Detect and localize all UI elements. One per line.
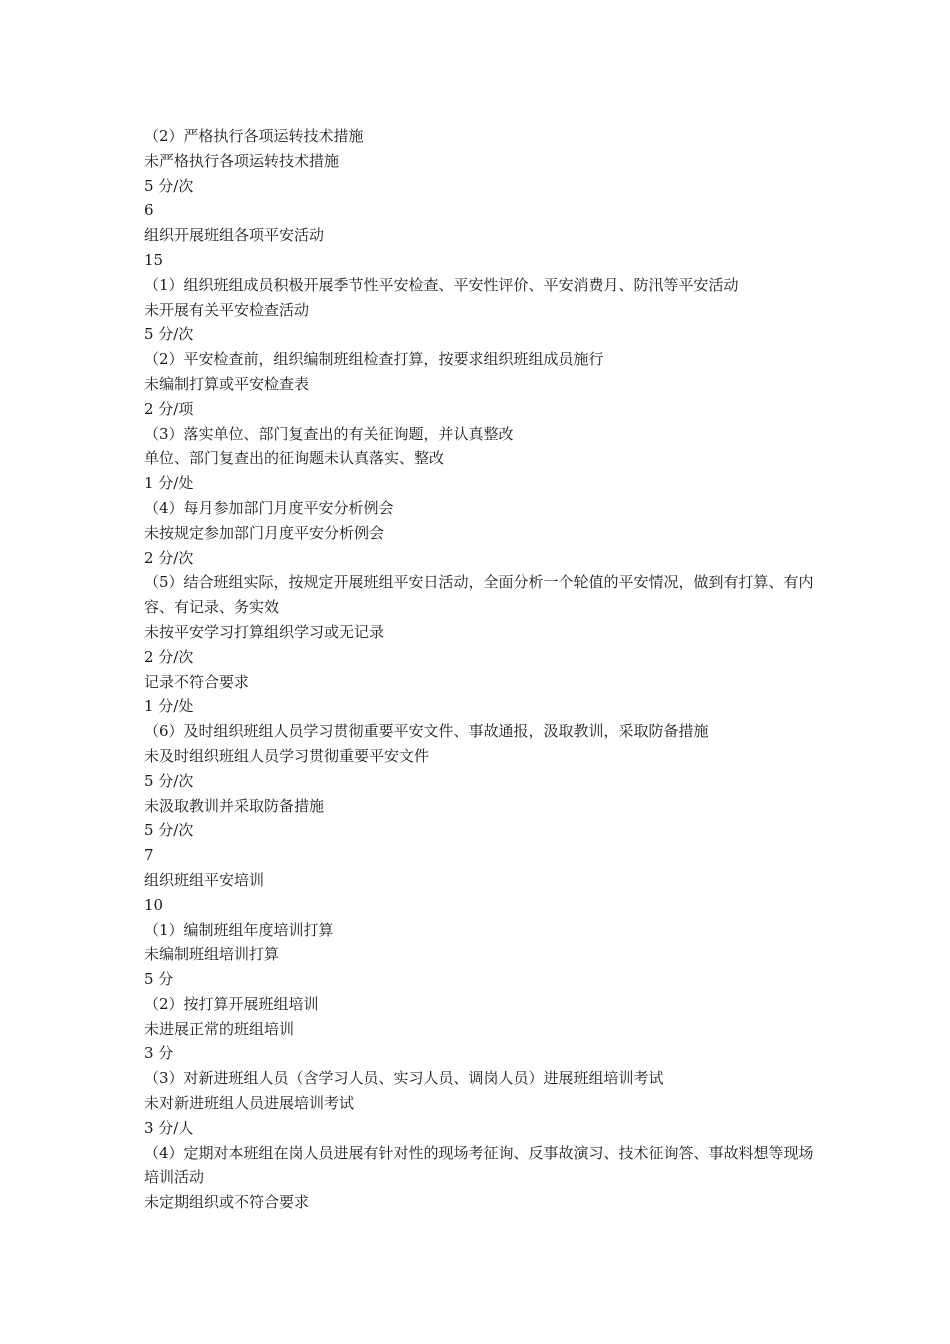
- deduction-score: 1 分/处: [144, 474, 194, 493]
- section-number: 7: [144, 846, 154, 865]
- section-points: 15: [144, 250, 164, 269]
- item-text: （3）对新进班组人员（含学习人员、实习人员、调岗人员）进展班组培训考试: [144, 1069, 664, 1088]
- deduction-score: 3 分: [144, 1044, 174, 1063]
- deduction-criterion: 未按平安学习打算组织学习或无记录: [144, 622, 385, 641]
- deduction-criterion: 未严格执行各项运转技术措施: [144, 151, 340, 170]
- deduction-criterion: 未编制打算或平安检查表: [144, 374, 310, 393]
- item-text: （1）编制班组年度培训打算: [144, 920, 334, 939]
- deduction-score: 2 分/次: [144, 647, 194, 666]
- deduction-score: 5 分/次: [144, 325, 194, 344]
- section-title: 组织班组平安培训: [144, 870, 265, 889]
- item-text: （2）平安检查前，组织编制班组检查打算，按要求组织班组成员施行: [144, 350, 604, 369]
- item-text: （6）及时组织班组人员学习贯彻重要平安文件、事故通报，汲取教训，采取防备措施: [144, 722, 709, 741]
- item-text: （2）严格执行各项运转技术措施: [144, 127, 364, 145]
- deduction-criterion: 未进展正常的班组培训: [144, 1019, 295, 1038]
- deduction-score: 5 分/次: [144, 821, 194, 840]
- deduction-criterion: 未定期组织或不符合要求: [144, 1193, 310, 1212]
- item-text: （4）定期对本班组在岗人员进展有针对性的现场考征询、反事故演习、技术征询答、事故料想等现场培训活动: [144, 1143, 814, 1187]
- section-points: 10: [144, 895, 164, 914]
- section-number: 6: [144, 201, 154, 220]
- deduction-score: 5 分/次: [144, 771, 194, 790]
- item-text: （3）落实单位、部门复查出的有关征询题，并认真整改: [144, 424, 514, 443]
- deduction-score: 2 分/次: [144, 548, 194, 567]
- deduction-criterion: 未汲取教训并采取防备措施: [144, 796, 325, 815]
- deduction-score: 5 分/次: [144, 176, 194, 195]
- deduction-score: 3 分/人: [144, 1118, 194, 1137]
- deduction-criterion: 单位、部门复查出的征询题未认真落实、整改: [144, 449, 445, 468]
- deduction-score: 2 分/项: [144, 399, 194, 418]
- deduction-criterion: 未对新进班组人员进展培训考试: [144, 1094, 355, 1113]
- deduction-score: 1 分/处: [144, 697, 194, 716]
- document-body: [144, 124, 814, 1215]
- deduction-criterion: 未及时组织班组人员学习贯彻重要平安文件: [144, 746, 430, 765]
- item-text: （2）按打算开展班组培训: [144, 994, 319, 1013]
- item-text: （5）结合班组实际，按规定开展班组平安日活动，全面分析一个轮值的平安情况，做到有打算、有内容、有记录、务实效: [144, 573, 814, 617]
- item-text: （4）每月参加部门月度平安分析例会: [144, 498, 394, 517]
- deduction-score: 5 分: [144, 970, 174, 989]
- item-text: （1）组织班组成员积极开展季节性平安检查、平安性评价、平安消费月、防汛等平安活动: [144, 275, 739, 294]
- deduction-criterion: 记录不符合要求: [144, 672, 250, 691]
- deduction-criterion: 未按规定参加部门月度平安分析例会: [144, 523, 385, 542]
- deduction-criterion: 未开展有关平安检查活动: [144, 300, 310, 319]
- section-title: 组织开展班组各项平安活动: [144, 226, 325, 245]
- deduction-criterion: 未编制班组培训打算: [144, 945, 280, 964]
